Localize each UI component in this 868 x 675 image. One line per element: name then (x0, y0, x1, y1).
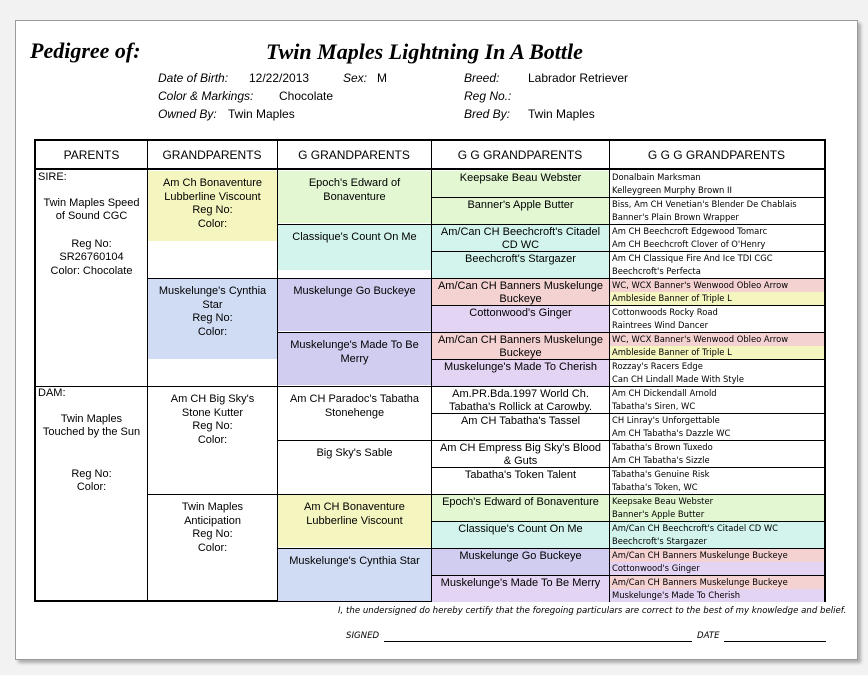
divider (431, 251, 609, 252)
grandparent-name: Muskelunge's Cynthia Star (158, 285, 267, 311)
divider (609, 467, 824, 468)
g-grandparent-name: Muskelunge's Cynthia Star (289, 555, 420, 567)
grandparent-cell (148, 279, 277, 386)
gg-grandparent-name: Epoch's Edward of Bonaventure (442, 496, 599, 508)
pedigree-table (34, 139, 826, 602)
divider (277, 224, 431, 225)
gg-grandparent-cell (432, 387, 609, 413)
ggg-grandparent-name: Am CH Dickendall Arnold (612, 387, 717, 398)
divider (609, 197, 824, 198)
divider (147, 494, 277, 495)
gg-grandparent-name: Muskelunge Go Buckeye (459, 550, 582, 562)
divider (277, 548, 431, 549)
divider (609, 359, 824, 360)
sire-name-line1: Twin Maples Speed (43, 196, 140, 209)
divider (431, 467, 609, 468)
dob-value: 12/22/2013 (249, 71, 310, 85)
gg-grandparent-cell (432, 171, 609, 197)
header-gg-grandparents: G G GRANDPARENTS (431, 141, 609, 170)
grandparent-reg-label: Reg No: (192, 204, 233, 216)
grandparent-reg-label: Reg No: (192, 312, 233, 324)
ggg-grandparent-name: Cottonwood's Ginger (610, 562, 824, 575)
divider (609, 251, 824, 252)
divider (609, 494, 824, 495)
divider (277, 332, 431, 333)
ggg-grandparent-name: Am CH Beechcroft Edgewood Tomarc (612, 225, 768, 236)
signed-label: SIGNED (346, 631, 380, 641)
gg-grandparent-name: Tabatha's Token Talent (464, 469, 577, 481)
g-grandparent-cell (278, 495, 431, 548)
gg-grandparent-cell (432, 441, 609, 467)
gg-grandparent-name: Banner's Apple Butter (467, 199, 574, 211)
divider (609, 575, 824, 576)
divider (277, 386, 431, 387)
divider (147, 278, 277, 279)
ggg-grandparent-name: Muskelunge's Made To Cherish (610, 589, 824, 602)
gg-grandparent-name: Classique's Count On Me (458, 523, 583, 535)
grandparent-color-label: Color: (197, 541, 228, 554)
ggg-grandparent-name: Beechcroft's Stargazer (610, 535, 824, 548)
signature-line[interactable] (384, 641, 692, 642)
ggg-grandparent-name: Donalbain Marksman (612, 171, 701, 182)
ggg-grandparent-name: Beechcroft's Perfecta (612, 266, 701, 276)
g-grandparent-name: Am CH Bonaventure Lubberline Viscount (304, 501, 405, 527)
ggg-grandparent-name: Banner's Plain Brown Wrapper (612, 212, 739, 222)
divider (609, 413, 824, 414)
ggg-grandparent-name: Banner's Apple Butter (610, 508, 824, 521)
sire-role: SIRE: (38, 171, 67, 183)
ggg-grandparent-name: Kelleygreen Murphy Brown II (612, 185, 732, 195)
ggg-grandparent-name: Raintrees Wind Dancer (612, 320, 709, 330)
divider (431, 413, 609, 414)
ggg-grandparent-name: Ambleside Banner of Triple L (610, 292, 824, 305)
divider (609, 141, 610, 600)
dam-name-line2: Touched by the Sun (42, 426, 141, 438)
divider (431, 521, 609, 522)
gg-grandparent-cell (432, 495, 609, 521)
sex-value: M (377, 71, 387, 85)
gg-grandparent-name: Beechcroft's Stargazer (465, 253, 576, 265)
divider (609, 224, 824, 225)
g-grandparent-cell (278, 333, 431, 386)
g-grandparent-cell (278, 441, 431, 494)
dam-cell (36, 386, 147, 602)
pedigree-page (15, 20, 858, 660)
grandparent-reg-label: Reg No: (192, 420, 233, 432)
divider (609, 332, 824, 333)
ggg-grandparent-name: Am/Can CH Banners Muskelunge Buckeye (610, 576, 824, 589)
divider (431, 278, 609, 279)
divider (431, 305, 609, 306)
reg-no-label: Reg No.: (464, 89, 512, 103)
gg-grandparent-cell (432, 333, 609, 359)
bred-by-label: Bred By: (464, 107, 511, 121)
gg-grandparent-name: Am.PR.Bda.1997 World Ch. Tabatha's Rollick at Carowby. (448, 388, 593, 413)
dam-reg-label: Reg No: (71, 467, 112, 480)
sire-cell (36, 170, 147, 385)
sex-label: Sex: (343, 71, 368, 85)
g-grandparent-name: Classique's Count On Me (292, 231, 417, 243)
divider (431, 332, 609, 333)
divider (431, 141, 432, 600)
grandparent-name: Am Ch Bonaventure Lubberline Viscount (162, 177, 263, 203)
divider (609, 521, 824, 522)
gg-grandparent-cell (432, 306, 609, 332)
dob-label: Date of Birth: (158, 71, 229, 85)
ggg-grandparent-name: Cottonwoods Rocky Road (612, 306, 718, 317)
divider (147, 141, 148, 600)
g-grandparent-name: Muskelunge Go Buckeye (293, 285, 416, 297)
ggg-grandparent-name: Ambleside Banner of Triple L (610, 346, 824, 359)
gg-grandparent-name: Am/Can CH Banners Muskelunge Buckeye (437, 280, 604, 305)
g-grandparent-cell (278, 225, 431, 278)
divider (277, 440, 431, 441)
divider (609, 440, 824, 441)
divider (277, 141, 278, 600)
divider (431, 224, 609, 225)
ggg-grandparent-name: Am CH Classique Fire And Ice TDI CGC (612, 252, 773, 263)
sire-color: Color: Chocolate (50, 264, 133, 277)
gg-grandparent-name: Keepsake Beau Webster (459, 172, 582, 184)
gg-grandparent-cell (432, 225, 609, 251)
ggg-grandparent-name: WC, WCX Banner's Wenwood Obleo Arrow (610, 279, 824, 292)
certification-text: I, the undersigned do hereby certify that the foregoing particulars are correct to the best of my knowledge and belief. (338, 606, 847, 616)
dog-name-title: Twin Maples Lightning In A Bottle (266, 39, 583, 64)
divider (609, 548, 824, 549)
divider (431, 359, 609, 360)
ggg-grandparent-name: Am/Can CH Beechcroft's Citadel CD WC (610, 522, 824, 535)
g-grandparent-name: Epoch's Edward of Bonaventure (308, 177, 401, 203)
header-grandparents: GRANDPARENTS (147, 141, 277, 170)
gg-grandparent-cell (432, 279, 609, 305)
g-grandparent-name: Am CH Paradoc's Tabatha Stonehenge (289, 393, 420, 419)
sire-reg-value: SR26760104 (59, 251, 124, 263)
divider (431, 575, 609, 576)
gg-grandparent-cell (432, 468, 609, 494)
g-grandparent-cell (278, 549, 431, 602)
gg-grandparent-cell (432, 549, 609, 575)
ggg-grandparent-name: Am CH Tabatha's Dazzle WC (612, 428, 731, 438)
grandparent-color-label: Color: (197, 217, 228, 230)
divider (431, 440, 609, 441)
ggg-grandparent-name: Biss, Am CH Venetian's Blender De Chablais (612, 198, 797, 209)
gg-grandparent-name: Am CH Empress Big Sky's Blood & Guts (439, 442, 602, 467)
grandparent-cell (148, 387, 277, 494)
divider (609, 278, 824, 279)
header-ggg-grandparents: G G G GRANDPARENTS (609, 141, 824, 170)
grandparent-name: Twin Maples Anticipation (181, 501, 244, 527)
grandparent-color-label: Color: (197, 433, 228, 446)
gg-grandparent-cell (432, 576, 609, 602)
dam-name-line1: Twin Maples (60, 412, 123, 425)
ggg-grandparent-name: CH Linray's Unforgettable (612, 414, 720, 425)
gg-grandparent-name: Am CH Tabatha's Tassel (460, 415, 581, 427)
ggg-grandparent-name: Keepsake Beau Webster (610, 495, 824, 508)
divider (431, 548, 609, 549)
gg-grandparent-cell (432, 522, 609, 548)
divider (147, 386, 277, 387)
divider (277, 494, 431, 495)
gg-grandparent-name: Am/Can CH Banners Muskelunge Buckeye (437, 334, 604, 359)
ggg-grandparent-name: Tabatha's Token, WC (612, 482, 698, 492)
grandparent-cell (148, 495, 277, 602)
bred-by-value: Twin Maples (528, 107, 595, 121)
color-markings-value: Chocolate (279, 89, 334, 103)
grandparent-cell (148, 171, 277, 278)
sire-reg-label: Reg No: (71, 237, 112, 250)
ggg-grandparent-name: Tabatha's Siren, WC (612, 401, 696, 411)
g-grandparent-name: Muskelunge's Made To Be Merry (290, 339, 419, 365)
gg-grandparent-name: Muskelunge's Made To Be Merry (440, 577, 601, 589)
g-grandparent-cell (278, 279, 431, 332)
g-grandparent-name: Big Sky's Sable (316, 447, 393, 459)
breed-label: Breed: (464, 71, 500, 85)
divider (431, 494, 609, 495)
ggg-grandparent-name: Rozzay's Racers Edge (612, 360, 703, 371)
ggg-grandparent-name: Am CH Beechcroft Clover of O'Henry (612, 239, 766, 249)
grandparent-color-label: Color: (197, 325, 228, 338)
date-line[interactable] (724, 641, 826, 642)
divider (36, 386, 147, 387)
divider (609, 386, 824, 387)
header-g-grandparents: G GRANDPARENTS (277, 141, 431, 170)
g-grandparent-cell (278, 387, 431, 440)
gg-grandparent-name: Muskelunge's Made To Cherish (444, 361, 597, 373)
dam-color: Color: (76, 481, 107, 493)
ggg-grandparent-name: Am CH Tabatha's Sizzle (612, 455, 710, 465)
grandparent-reg-label: Reg No: (192, 528, 233, 540)
header-parents: PARENTS (36, 141, 147, 170)
divider (431, 386, 609, 387)
g-grandparent-cell (278, 171, 431, 224)
gg-grandparent-name: Cottonwood's Ginger (469, 307, 572, 319)
sire-name-line2: of Sound CGC (55, 210, 128, 222)
ggg-grandparent-name: Tabatha's Brown Tuxedo (612, 441, 713, 452)
ggg-grandparent-name: Tabatha's Genuine Risk (612, 468, 710, 479)
gg-grandparent-cell (432, 252, 609, 278)
gg-grandparent-name: Am/Can CH Beechcroft's Citadel CD WC (440, 226, 601, 251)
gg-grandparent-cell (432, 414, 609, 440)
gg-grandparent-cell (432, 198, 609, 224)
divider (277, 278, 431, 279)
owned-by-label: Owned By: (158, 107, 217, 121)
owned-by-value: Twin Maples (228, 107, 295, 121)
dam-role: DAM: (38, 387, 66, 399)
divider (431, 197, 609, 198)
ggg-grandparent-name: Am/Can CH Banners Muskelunge Buckeye (610, 549, 824, 562)
divider (609, 305, 824, 306)
breed-value: Labrador Retriever (528, 71, 629, 85)
color-markings-label: Color & Markings: (158, 89, 254, 103)
ggg-grandparent-name: WC, WCX Banner's Wenwood Obleo Arrow (610, 333, 824, 346)
grandparent-name: Am CH Big Sky's Stone Kutter (170, 393, 255, 419)
ggg-grandparent-name: Can CH Lindall Made With Style (612, 374, 745, 384)
gg-grandparent-cell (432, 360, 609, 386)
date-label: DATE (697, 631, 720, 641)
pedigree-label: Pedigree of: (30, 38, 141, 63)
